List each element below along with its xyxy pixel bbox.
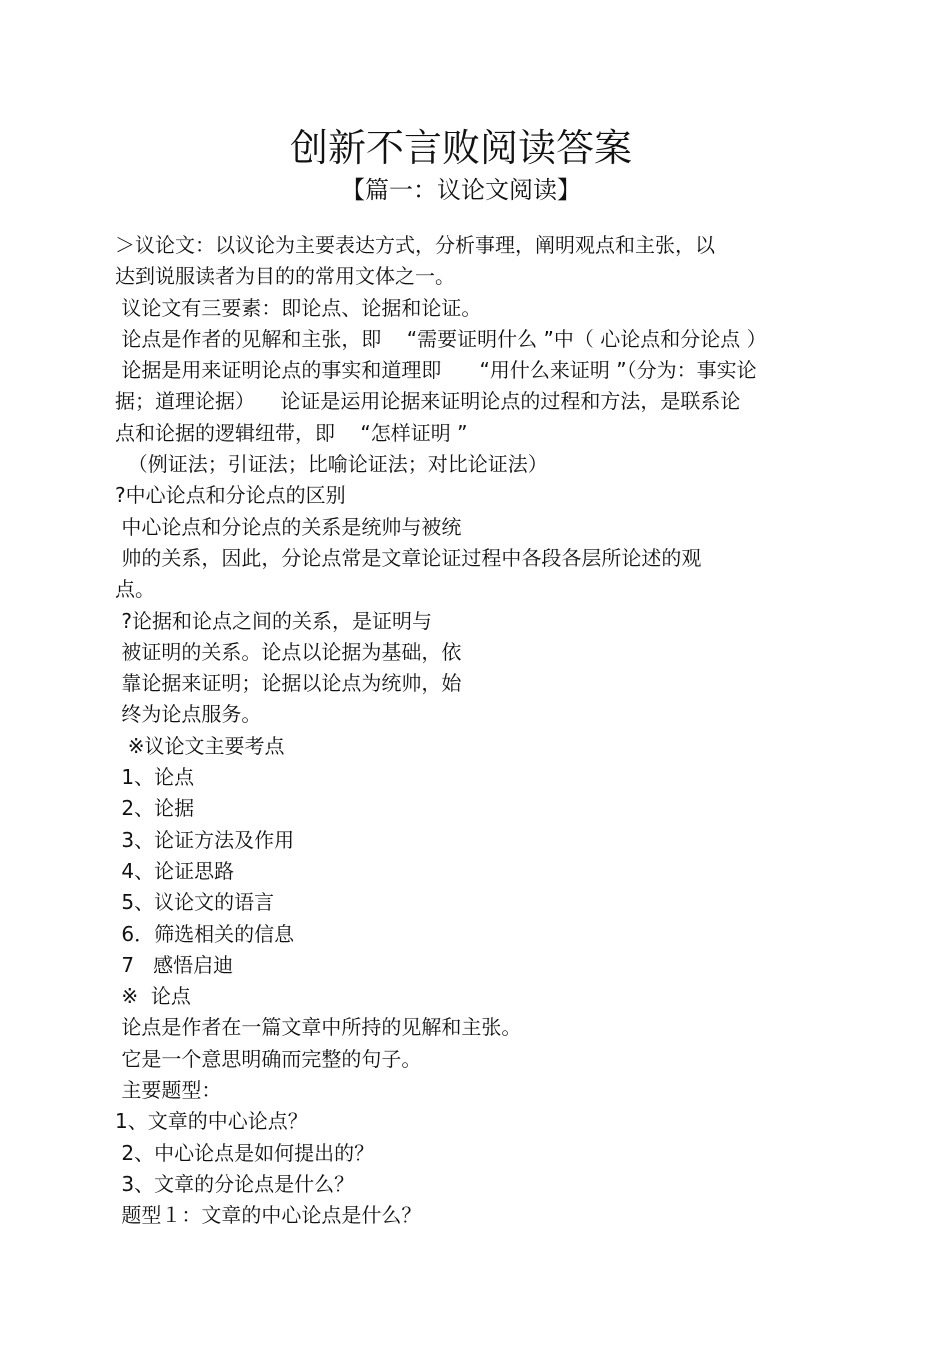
text-line: 1、论点 [115, 765, 195, 790]
text-line: 中心论点和分论点的关系是统帅与被统 [115, 514, 462, 539]
text-line: 靠论据来证明；论据以论点为统帅，始 [115, 671, 462, 696]
text-line: 7 感悟启迪 [115, 952, 234, 977]
text-line: 4、论证思路 [115, 858, 235, 883]
text-line: 主要题型： [115, 1078, 222, 1103]
text-line: ?论据和论点之间的关系，是证明与 [115, 608, 432, 633]
text-line: 论点是作者的见解和主张，即 “需要证明什么 ”中（ 心论点和分论点 ） [115, 326, 767, 351]
text-line: 议论文有三要素：即论点、论据和论证。 [115, 295, 482, 320]
text-line: 2、论据 [115, 796, 195, 821]
text-line: ＞议论文：以议论为主要表达方式，分析事理，阐明观点和主张，以 [115, 233, 715, 257]
document-body [115, 230, 835, 1232]
text-line: ※ 论点 [115, 984, 191, 1009]
text-line: 点和论据的逻辑纽带，即 “怎样证明 ” [115, 420, 468, 445]
text-line: 3、文章的分论点是什么？ [115, 1171, 355, 1196]
text-line: 2、中心论点是如何提出的？ [115, 1140, 375, 1165]
text-line: 被证明的关系。论点以论据为基础，依 [115, 639, 462, 664]
text-line: 论点是作者在一篇文章中所持的见解和主张。 [115, 1015, 522, 1040]
text-line: 达到说服读者为目的的常用文体之一。 [115, 264, 455, 289]
text-line: 论据是用来证明论点的事实和道理即 “用什么来证明 ”（分为：事实论 [115, 358, 757, 383]
text-line: （例证法；引证法；比喻论证法；对比论证法） [115, 452, 548, 477]
text-line: 帅的关系，因此，分论点常是文章论证过程中各段各层所论述的观 [115, 545, 702, 570]
text-line: 6．筛选相关的信息 [115, 921, 295, 946]
document-title: 创新不言败阅读答案 [289, 126, 632, 170]
text-line: 5、议论文的语言 [115, 890, 275, 915]
text-line: 3、论证方法及作用 [115, 827, 295, 852]
text-line: 题型１：文章的中心论点是什么？ [115, 1203, 422, 1228]
text-line: ※议论文主要考点 [115, 733, 285, 758]
text-line: 终为论点服务。 [115, 702, 262, 727]
text-line: 它是一个意思明确而完整的句子。 [115, 1046, 422, 1071]
text-line: 1、文章的中心论点？ [115, 1109, 308, 1134]
text-line: ?中心论点和分论点的区别 [115, 483, 346, 508]
text-line: 据；道理论据） 论证是运用论据来证明论点的过程和方法，是联系论 [115, 389, 741, 414]
text-line: 点。 [115, 577, 155, 602]
document-subtitle: 【篇一：议论文阅读】 [341, 176, 581, 204]
